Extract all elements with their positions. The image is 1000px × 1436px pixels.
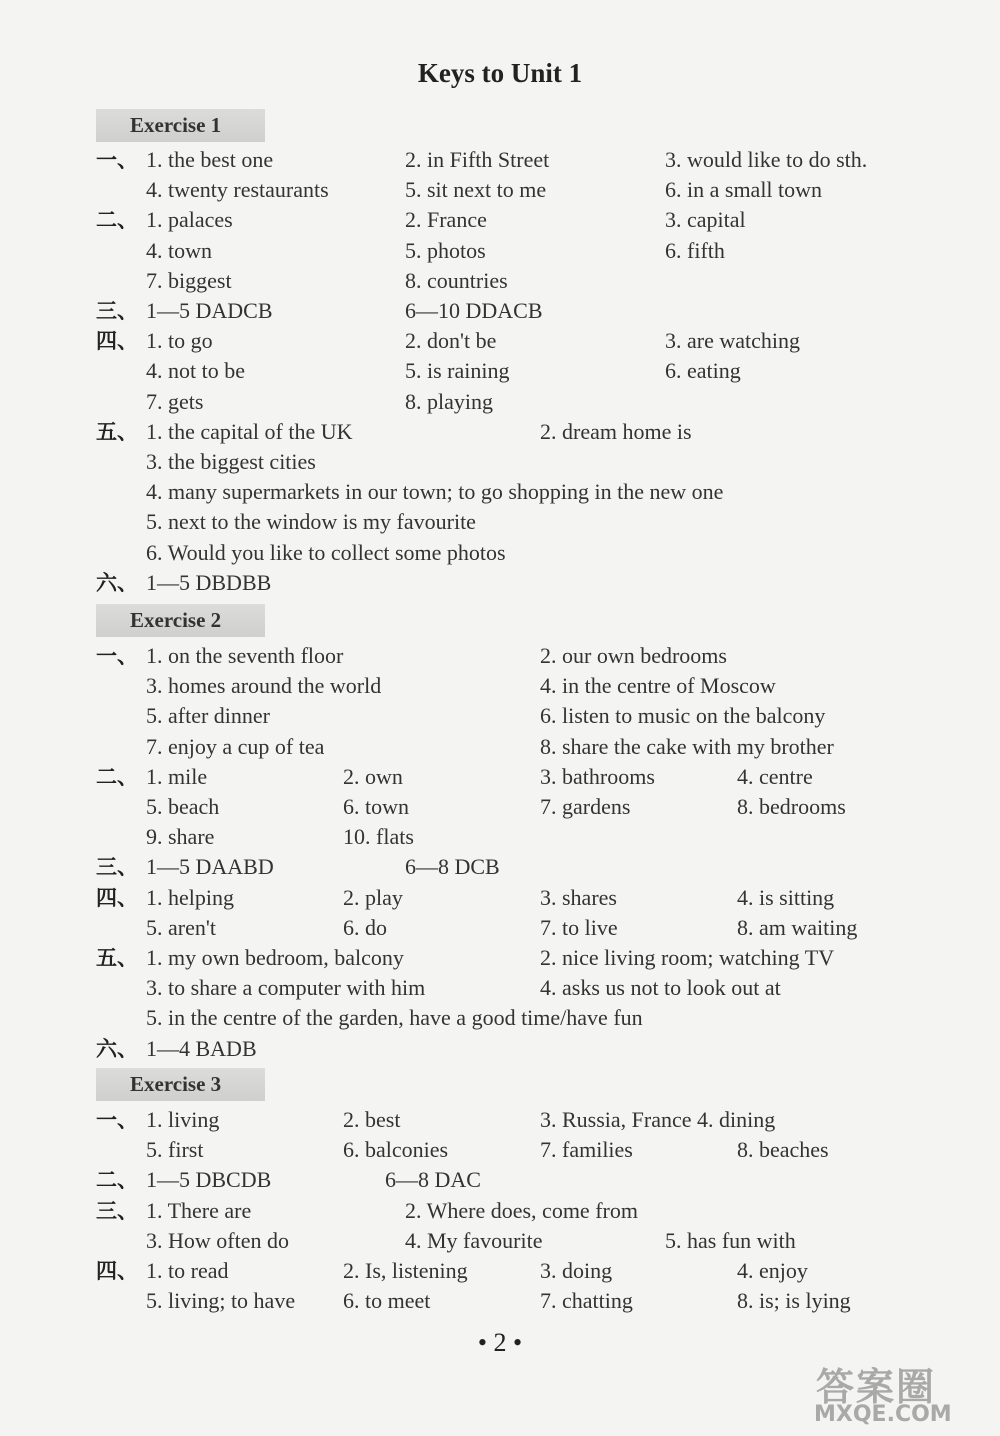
answer-item: 6—8 DCB <box>405 854 500 880</box>
answer-item: 4. not to be <box>146 358 245 384</box>
answer-item: 5. next to the window is my favourite <box>146 509 476 535</box>
exercise-label: Exercise 2 <box>96 604 268 637</box>
answer-row <box>0 943 1000 973</box>
answer-item: 7. families <box>540 1137 633 1163</box>
answer-item: 7. biggest <box>146 267 232 293</box>
answer-item: 1. on the seventh floor <box>146 643 344 668</box>
answer-item: 2. Is, listening <box>343 1258 468 1283</box>
watermark-main-text: 答案圈 <box>816 1365 937 1409</box>
answer-item: 2. Where does, come from <box>405 1197 638 1223</box>
answer-item: 5. has fun with <box>665 1227 796 1253</box>
answer-item: 5. photos <box>405 237 486 263</box>
answer-item: 6. balconies <box>343 1137 449 1163</box>
answer-item: 6. eating <box>665 358 741 384</box>
exercise-label: Exercise 3 <box>96 1068 268 1101</box>
answer-item: 3. the biggest cities <box>146 449 316 474</box>
answer-row <box>0 1286 1000 1316</box>
answer-item: 4. My favourite <box>405 1227 543 1253</box>
answer-row <box>0 236 1000 266</box>
answer-item: 2. nice living room; watching TV <box>540 945 835 970</box>
answer-item: 7. gets <box>146 388 204 414</box>
watermark-sub-text: MXQE.COM <box>814 1402 952 1427</box>
answer-row <box>0 852 1000 882</box>
answer-row <box>0 1256 1000 1286</box>
answer-item: 6—8 DAC <box>385 1167 481 1193</box>
answer-item: 6. fifth <box>665 237 725 263</box>
answer-item: 6. to meet <box>343 1288 431 1314</box>
answer-item: 1—5 DBCDB <box>146 1167 272 1193</box>
answer-item: 3. bathrooms <box>540 763 655 789</box>
answer-item: 3. would like to do sth. <box>665 147 868 172</box>
answer-item: 1. There are <box>146 1197 252 1223</box>
answer-item: 6. do <box>343 914 387 940</box>
answer-item: 5. in the centre of the garden, have a good time/have fun <box>146 1005 643 1031</box>
section-marker: 四、 <box>96 1259 138 1283</box>
answer-item: 6. town <box>343 794 409 819</box>
answer-item: 3. doing <box>540 1258 613 1283</box>
answer-row <box>0 175 1000 205</box>
answer-row <box>0 1034 1000 1064</box>
answer-item: 7. enjoy a cup of tea <box>146 733 325 759</box>
section-marker: 一、 <box>96 148 138 172</box>
page-number: • 2 • <box>477 1328 523 1357</box>
answer-item: 4. asks us not to look out at <box>540 975 781 1001</box>
answer-row <box>0 913 1000 943</box>
answer-row <box>0 477 1000 507</box>
answer-item: 5. sit next to me <box>405 177 547 203</box>
answer-row <box>0 538 1000 568</box>
answer-item: 2. play <box>343 884 403 910</box>
section-marker: 二、 <box>96 208 138 233</box>
answer-item: 2. our own bedrooms <box>540 643 727 668</box>
section-marker: 四、 <box>96 885 138 910</box>
answer-row <box>0 792 1000 822</box>
answer-row <box>0 883 1000 913</box>
answer-item: 8. beaches <box>737 1137 829 1163</box>
answer-row <box>0 1003 1000 1033</box>
answer-item: 1. to go <box>146 328 213 354</box>
answer-item: 9. share <box>146 824 215 850</box>
section-marker: 二、 <box>96 764 138 789</box>
watermark-logo <box>796 1356 978 1428</box>
answer-item: 4. many supermarkets in our town; to go shopping in the new one <box>146 479 724 505</box>
answer-item: 1—5 DADCB <box>146 298 273 323</box>
answer-item: 5. beach <box>146 794 220 819</box>
answer-row <box>0 822 1000 852</box>
answer-item: 3. homes around the world <box>146 673 382 699</box>
section-marker: 二、 <box>96 1168 138 1193</box>
page-title: Keys to Unit 1 <box>417 58 583 88</box>
answer-item: 5. living; to have <box>146 1288 296 1314</box>
answer-item: 8. am waiting <box>737 914 858 940</box>
answer-item: 3. capital <box>665 207 746 233</box>
answer-item: 5. is raining <box>405 358 510 384</box>
answer-item: 3. to share a computer with him <box>146 975 426 1001</box>
answer-item: 2. own <box>343 763 403 789</box>
answer-item: 8. is; is lying <box>737 1288 851 1314</box>
answer-row <box>0 507 1000 537</box>
answer-row <box>0 1196 1000 1226</box>
answer-row <box>0 973 1000 1003</box>
answer-row <box>0 732 1000 762</box>
answer-item: 8. share the cake with my brother <box>540 733 834 759</box>
section-marker: 六、 <box>96 570 138 595</box>
answer-item: 1. palaces <box>146 207 233 233</box>
answer-item: 2. dream home is <box>540 418 692 444</box>
answer-item: 6. Would you like to collect some photos <box>146 539 506 565</box>
answer-item: 2. France <box>405 207 487 233</box>
answer-item: 2. don't be <box>405 328 497 354</box>
answer-row <box>0 387 1000 417</box>
section-marker: 五、 <box>96 946 138 970</box>
answer-row <box>0 671 1000 701</box>
answer-item: 1. to read <box>146 1258 229 1283</box>
answer-item: 2. in Fifth Street <box>405 147 550 172</box>
answer-row <box>0 762 1000 792</box>
answer-item: 1. the capital of the UK <box>146 418 353 444</box>
answer-row <box>0 641 1000 671</box>
answer-row <box>0 1105 1000 1135</box>
answer-item: 4. town <box>146 237 212 263</box>
answer-item: 1—5 DAABD <box>146 854 274 880</box>
answer-item: 8. playing <box>405 388 493 414</box>
section-marker: 一、 <box>96 1108 138 1132</box>
exercise-label: Exercise 1 <box>96 109 268 142</box>
answer-item: 8. bedrooms <box>737 794 846 819</box>
answer-row <box>0 145 1000 175</box>
answer-item: 1. mile <box>146 763 208 789</box>
answer-item: 3. are watching <box>665 328 800 354</box>
answer-row <box>0 701 1000 731</box>
answer-item: 4. twenty restaurants <box>146 177 329 203</box>
answer-row <box>0 205 1000 235</box>
section-marker: 四、 <box>96 329 138 354</box>
answer-row <box>0 1226 1000 1256</box>
answer-item: 1. living <box>146 1107 220 1132</box>
section-marker: 三、 <box>96 855 138 880</box>
answer-row <box>0 417 1000 447</box>
section-marker: 一、 <box>96 644 138 668</box>
answer-item: 8. countries <box>405 267 508 293</box>
answer-item: 4. enjoy <box>737 1258 808 1283</box>
answer-item: 3. Russia, France 4. dining <box>540 1107 776 1132</box>
answer-item: 4. in the centre of Moscow <box>540 673 776 699</box>
answer-row <box>0 266 1000 296</box>
section-marker: 三、 <box>96 299 138 323</box>
answer-row <box>0 447 1000 477</box>
answer-row <box>0 356 1000 386</box>
answer-item: 4. centre <box>737 763 813 789</box>
answer-item: 5. aren't <box>146 914 216 940</box>
answer-item: 2. best <box>343 1107 401 1132</box>
answer-item: 6—10 DDACB <box>405 298 543 323</box>
answer-row <box>0 1135 1000 1165</box>
answer-item: 5. after dinner <box>146 703 270 729</box>
section-marker: 六、 <box>96 1036 138 1061</box>
answer-row <box>0 1165 1000 1195</box>
answer-item: 4. is sitting <box>737 884 835 910</box>
answer-item: 1—5 DBDBB <box>146 569 272 595</box>
answer-item: 1. helping <box>146 884 234 910</box>
section-marker: 三、 <box>96 1198 138 1223</box>
answer-row <box>0 296 1000 326</box>
answer-item: 3. shares <box>540 884 617 910</box>
answer-item: 10. flats <box>343 824 414 850</box>
answer-item: 1. the best one <box>146 147 274 172</box>
answer-row <box>0 326 1000 356</box>
answer-item: 5. first <box>146 1137 204 1163</box>
answer-item: 3. How often do <box>146 1227 289 1253</box>
answer-row <box>0 568 1000 598</box>
answer-item: 1—4 BADB <box>146 1035 257 1061</box>
answer-item: 6. listen to music on the balcony <box>540 703 826 729</box>
answer-item: 6. in a small town <box>665 177 823 203</box>
answer-item: 1. my own bedroom, balcony <box>146 945 404 970</box>
answer-item: 7. to live <box>540 914 618 940</box>
section-marker: 五、 <box>96 419 138 444</box>
answer-item: 7. gardens <box>540 794 631 819</box>
answer-item: 7. chatting <box>540 1288 633 1314</box>
